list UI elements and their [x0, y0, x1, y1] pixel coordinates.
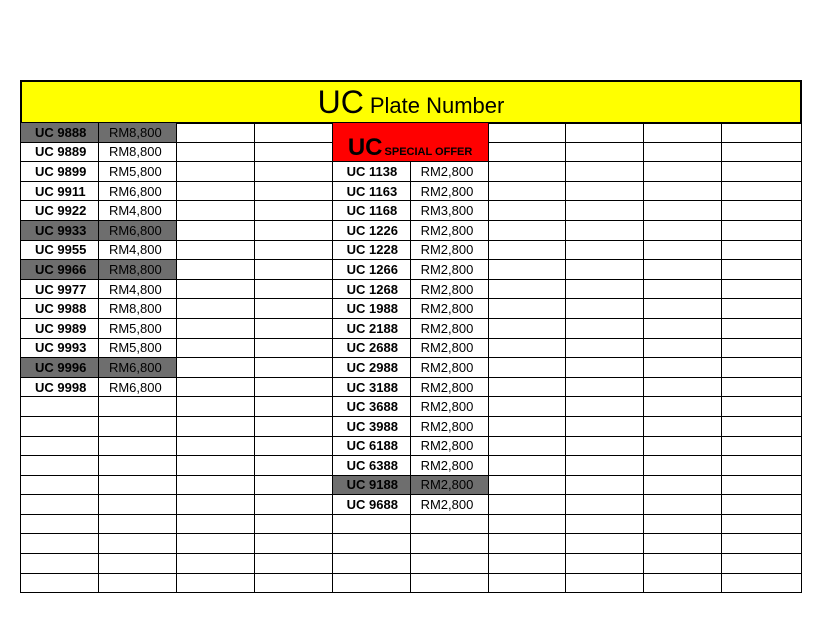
empty-cell [722, 279, 802, 299]
empty-cell [644, 142, 722, 162]
empty-cell [254, 397, 332, 417]
empty-cell [566, 416, 644, 436]
special-plate-code: UC 1138 [332, 162, 410, 182]
plate-price: RM6,800 [98, 220, 176, 240]
plate-code: UC 9955 [21, 240, 99, 260]
plate-code: UC 9993 [21, 338, 99, 358]
empty-cell [488, 181, 566, 201]
table-row [21, 279, 802, 299]
table-row [21, 318, 802, 338]
empty-cell [566, 397, 644, 417]
plate-price: RM6,800 [98, 377, 176, 397]
special-plate-price: RM2,800 [410, 416, 488, 436]
empty-cell [566, 436, 644, 456]
special-plate-price: RM2,800 [410, 279, 488, 299]
empty-cell [566, 358, 644, 378]
empty-cell [21, 416, 99, 436]
table-row [21, 220, 802, 240]
empty-cell [176, 514, 254, 534]
empty-cell [566, 299, 644, 319]
special-plate-price: RM3,800 [410, 201, 488, 221]
empty-cell [644, 181, 722, 201]
empty-cell [644, 495, 722, 515]
empty-cell [722, 358, 802, 378]
empty-cell [176, 162, 254, 182]
empty-cell [176, 397, 254, 417]
empty-cell [488, 240, 566, 260]
empty-cell [176, 240, 254, 260]
empty-cell [488, 397, 566, 417]
empty-cell [176, 377, 254, 397]
special-plate-price: RM2,800 [410, 436, 488, 456]
empty-cell [722, 495, 802, 515]
table-row [21, 338, 802, 358]
empty-cell [254, 416, 332, 436]
empty-cell [722, 260, 802, 280]
empty-cell [644, 338, 722, 358]
special-plate-price: RM2,800 [410, 495, 488, 515]
empty-cell [488, 436, 566, 456]
empty-cell [566, 534, 644, 554]
plate-price: RM4,800 [98, 201, 176, 221]
table-row [21, 514, 802, 534]
empty-cell [566, 318, 644, 338]
empty-cell [254, 240, 332, 260]
special-offer-header [332, 123, 488, 162]
empty-cell [21, 397, 99, 417]
plate-code: UC 9889 [21, 142, 99, 162]
plate-code: UC 9888 [21, 123, 99, 143]
plate-price: RM6,800 [98, 181, 176, 201]
plate-price: RM8,800 [98, 299, 176, 319]
empty-cell [176, 358, 254, 378]
special-plate-price: RM2,800 [410, 358, 488, 378]
plate-price: RM8,800 [98, 123, 176, 143]
empty-cell [566, 240, 644, 260]
empty-cell [488, 201, 566, 221]
empty-cell [21, 436, 99, 456]
empty-cell [644, 514, 722, 534]
plate-price: RM5,800 [98, 338, 176, 358]
plate-price: RM4,800 [98, 279, 176, 299]
empty-cell [98, 436, 176, 456]
empty-cell [644, 220, 722, 240]
empty-cell [644, 162, 722, 182]
plate-code: UC 9966 [21, 260, 99, 280]
table-row [21, 534, 802, 554]
empty-cell [644, 123, 722, 143]
empty-cell [722, 338, 802, 358]
empty-cell [254, 514, 332, 534]
empty-cell [722, 123, 802, 143]
empty-cell [98, 456, 176, 476]
empty-cell [176, 338, 254, 358]
special-plate-code: UC 2188 [332, 318, 410, 338]
empty-cell [98, 534, 176, 554]
empty-cell [98, 397, 176, 417]
empty-cell [566, 573, 644, 593]
empty-cell [488, 456, 566, 476]
plate-code: UC 9933 [21, 220, 99, 240]
empty-cell [21, 573, 99, 593]
plate-code: UC 9977 [21, 279, 99, 299]
empty-cell [98, 554, 176, 574]
empty-cell [644, 573, 722, 593]
empty-cell [722, 299, 802, 319]
special-plate-code: UC 1168 [332, 201, 410, 221]
empty-cell [722, 573, 802, 593]
empty-cell [566, 377, 644, 397]
special-plate-price: RM2,800 [410, 240, 488, 260]
empty-cell [21, 495, 99, 515]
special-plate-price: RM2,800 [410, 456, 488, 476]
empty-cell [722, 514, 802, 534]
empty-cell [176, 220, 254, 240]
empty-cell [488, 162, 566, 182]
empty-cell [488, 318, 566, 338]
empty-cell [644, 299, 722, 319]
plate-price: RM4,800 [98, 240, 176, 260]
special-plate-code: UC 9688 [332, 495, 410, 515]
title-banner [20, 80, 802, 124]
special-plate-code: UC 1163 [332, 181, 410, 201]
empty-cell [176, 456, 254, 476]
table-row [21, 377, 802, 397]
empty-cell [566, 201, 644, 221]
empty-cell [722, 377, 802, 397]
empty-cell [566, 338, 644, 358]
empty-cell [176, 495, 254, 515]
empty-cell [332, 573, 410, 593]
empty-cell [254, 475, 332, 495]
special-plate-code: UC 3188 [332, 377, 410, 397]
empty-cell [566, 279, 644, 299]
empty-cell [254, 377, 332, 397]
empty-cell [566, 162, 644, 182]
empty-cell [98, 416, 176, 436]
special-plate-price: RM2,800 [410, 377, 488, 397]
empty-cell [410, 514, 488, 534]
empty-cell [254, 201, 332, 221]
plate-code: UC 9998 [21, 377, 99, 397]
plate-table [20, 122, 802, 593]
special-plate-price: RM2,800 [410, 318, 488, 338]
empty-cell [566, 123, 644, 143]
empty-cell [488, 279, 566, 299]
empty-cell [566, 475, 644, 495]
empty-cell [722, 318, 802, 338]
special-plate-code: UC 3688 [332, 397, 410, 417]
empty-cell [176, 573, 254, 593]
table-row [21, 554, 802, 574]
special-plate-price: RM2,800 [410, 260, 488, 280]
empty-cell [254, 220, 332, 240]
empty-cell [176, 260, 254, 280]
plate-sheet [20, 80, 802, 619]
empty-cell [21, 534, 99, 554]
table-row [21, 573, 802, 593]
special-plate-price: RM2,800 [410, 181, 488, 201]
empty-cell [488, 142, 566, 162]
table-row [21, 456, 802, 476]
empty-cell [410, 573, 488, 593]
empty-cell [254, 279, 332, 299]
table-row [21, 181, 802, 201]
empty-cell [254, 495, 332, 515]
empty-cell [332, 534, 410, 554]
empty-cell [722, 201, 802, 221]
empty-cell [644, 534, 722, 554]
special-plate-code: UC 2688 [332, 338, 410, 358]
plate-code: UC 9911 [21, 181, 99, 201]
empty-cell [566, 456, 644, 476]
empty-cell [722, 554, 802, 574]
empty-cell [254, 123, 332, 143]
special-offer-sub: SPECIAL OFFER [384, 146, 473, 159]
special-offer-main: UC [347, 134, 383, 162]
empty-cell [176, 299, 254, 319]
empty-cell [176, 279, 254, 299]
special-plate-price: RM2,800 [410, 220, 488, 240]
empty-cell [254, 456, 332, 476]
table-row [21, 240, 802, 260]
plate-code: UC 9922 [21, 201, 99, 221]
empty-cell [722, 162, 802, 182]
empty-cell [98, 475, 176, 495]
empty-cell [410, 534, 488, 554]
empty-cell [566, 260, 644, 280]
empty-cell [254, 181, 332, 201]
empty-cell [722, 416, 802, 436]
special-plate-code: UC 6188 [332, 436, 410, 456]
empty-cell [644, 554, 722, 574]
table-row [21, 299, 802, 319]
empty-cell [644, 318, 722, 338]
special-plate-price: RM2,800 [410, 475, 488, 495]
empty-cell [21, 475, 99, 495]
table-row [21, 495, 802, 515]
plate-price: RM8,800 [98, 142, 176, 162]
empty-cell [644, 260, 722, 280]
empty-cell [176, 554, 254, 574]
special-plate-code: UC 3988 [332, 416, 410, 436]
empty-cell [722, 534, 802, 554]
empty-cell [488, 475, 566, 495]
empty-cell [566, 142, 644, 162]
empty-cell [566, 181, 644, 201]
empty-cell [98, 495, 176, 515]
empty-cell [332, 514, 410, 534]
empty-cell [254, 554, 332, 574]
empty-cell [644, 397, 722, 417]
empty-cell [722, 456, 802, 476]
empty-cell [176, 318, 254, 338]
table-row [21, 358, 802, 378]
plate-code: UC 9989 [21, 318, 99, 338]
empty-cell [566, 495, 644, 515]
empty-cell [644, 416, 722, 436]
table-row [21, 436, 802, 456]
empty-cell [722, 475, 802, 495]
empty-cell [98, 573, 176, 593]
empty-cell [644, 456, 722, 476]
empty-cell [488, 123, 566, 143]
empty-cell [176, 181, 254, 201]
empty-cell [21, 514, 99, 534]
empty-cell [722, 142, 802, 162]
empty-cell [566, 554, 644, 574]
empty-cell [488, 495, 566, 515]
empty-cell [488, 299, 566, 319]
table-row [21, 123, 802, 143]
empty-cell [644, 201, 722, 221]
empty-cell [176, 534, 254, 554]
special-plate-code: UC 6388 [332, 456, 410, 476]
title-sub: Plate Number [369, 93, 505, 118]
special-plate-code: UC 1226 [332, 220, 410, 240]
empty-cell [254, 436, 332, 456]
plate-code: UC 9988 [21, 299, 99, 319]
special-plate-price: RM2,800 [410, 162, 488, 182]
table-row [21, 162, 802, 182]
plate-price: RM5,800 [98, 162, 176, 182]
empty-cell [254, 318, 332, 338]
special-plate-code: UC 2988 [332, 358, 410, 378]
table-row [21, 475, 802, 495]
empty-cell [21, 554, 99, 574]
empty-cell [644, 436, 722, 456]
empty-cell [176, 475, 254, 495]
empty-cell [332, 554, 410, 574]
empty-cell [644, 377, 722, 397]
plate-price: RM6,800 [98, 358, 176, 378]
special-plate-code: UC 1988 [332, 299, 410, 319]
plate-code: UC 9996 [21, 358, 99, 378]
special-plate-price: RM2,800 [410, 338, 488, 358]
empty-cell [488, 260, 566, 280]
empty-cell [722, 220, 802, 240]
empty-cell [488, 338, 566, 358]
empty-cell [488, 220, 566, 240]
empty-cell [254, 142, 332, 162]
empty-cell [254, 338, 332, 358]
special-plate-code: UC 1228 [332, 240, 410, 260]
table-row [21, 260, 802, 280]
title-main: UC [317, 84, 364, 120]
empty-cell [21, 456, 99, 476]
plate-code: UC 9899 [21, 162, 99, 182]
empty-cell [176, 416, 254, 436]
special-plate-code: UC 9188 [332, 475, 410, 495]
empty-cell [254, 260, 332, 280]
empty-cell [722, 181, 802, 201]
empty-cell [488, 416, 566, 436]
table-row [21, 416, 802, 436]
empty-cell [176, 123, 254, 143]
empty-cell [644, 279, 722, 299]
empty-cell [488, 377, 566, 397]
table-row [21, 397, 802, 417]
empty-cell [254, 299, 332, 319]
empty-cell [488, 573, 566, 593]
empty-cell [488, 514, 566, 534]
special-plate-price: RM2,800 [410, 299, 488, 319]
special-plate-price: RM2,800 [410, 397, 488, 417]
plate-price: RM5,800 [98, 318, 176, 338]
empty-cell [722, 240, 802, 260]
empty-cell [176, 142, 254, 162]
empty-cell [254, 573, 332, 593]
empty-cell [254, 162, 332, 182]
empty-cell [410, 554, 488, 574]
empty-cell [176, 201, 254, 221]
empty-cell [722, 436, 802, 456]
table-row [21, 201, 802, 221]
special-plate-code: UC 1266 [332, 260, 410, 280]
empty-cell [566, 220, 644, 240]
empty-cell [98, 514, 176, 534]
empty-cell [566, 514, 644, 534]
empty-cell [644, 475, 722, 495]
empty-cell [722, 397, 802, 417]
empty-cell [254, 534, 332, 554]
empty-cell [644, 240, 722, 260]
special-plate-code: UC 1268 [332, 279, 410, 299]
empty-cell [488, 358, 566, 378]
empty-cell [176, 436, 254, 456]
empty-cell [488, 554, 566, 574]
empty-cell [488, 534, 566, 554]
empty-cell [644, 358, 722, 378]
plate-price: RM8,800 [98, 260, 176, 280]
empty-cell [254, 358, 332, 378]
